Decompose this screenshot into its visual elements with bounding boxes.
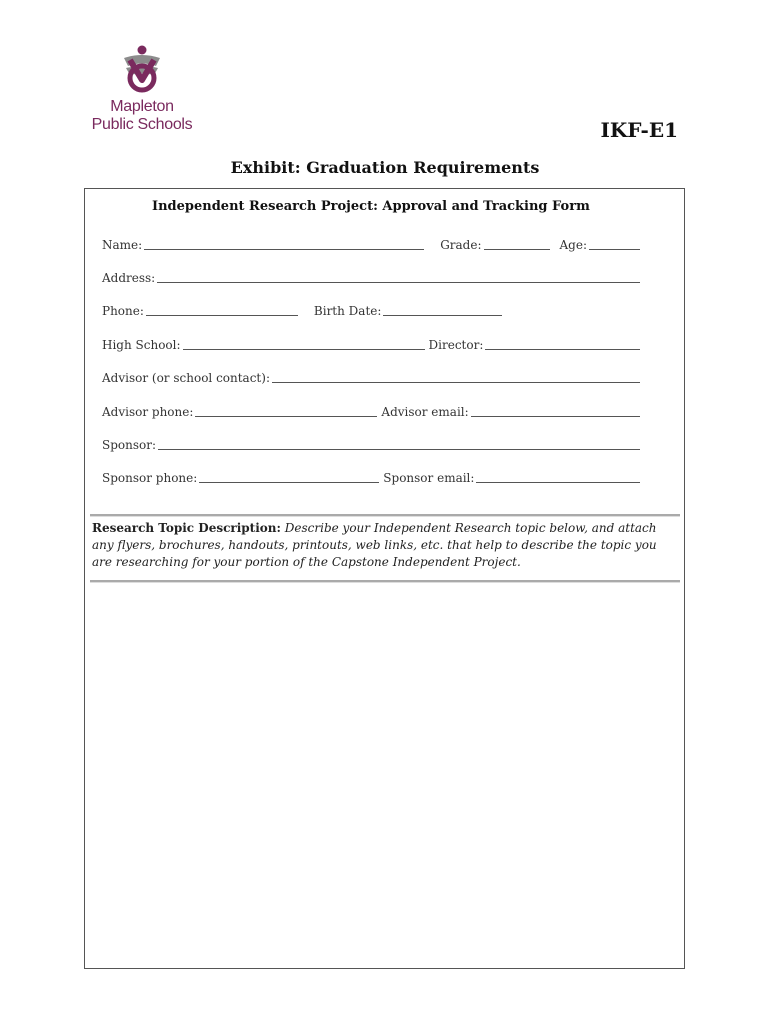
birth-date-label: Birth Date: (313, 304, 382, 318)
exhibit-title: Exhibit: Graduation Requirements (230, 158, 540, 177)
advisor-email-field[interactable] (471, 404, 640, 417)
row-address (102, 267, 640, 285)
row-phone-birthdate (102, 300, 502, 318)
row-advisor-contact (102, 401, 640, 419)
row-name-grade-age (102, 234, 640, 252)
sponsor-field[interactable] (158, 437, 640, 450)
row-advisor (102, 367, 640, 385)
grade-field[interactable] (484, 237, 550, 250)
school-logo (88, 44, 196, 140)
birth-date-field[interactable] (383, 303, 502, 316)
sponsor-email-label: Sponsor email: (383, 471, 475, 485)
advisor-field[interactable] (272, 370, 640, 383)
advisor-phone-field[interactable] (195, 404, 377, 417)
sponsor-label: Sponsor: (102, 438, 157, 452)
phone-label: Phone: (102, 304, 144, 318)
row-sponsor (102, 434, 640, 452)
research-topic-label: Research Topic Description: (92, 521, 281, 535)
high-school-field[interactable] (183, 337, 425, 350)
director-field[interactable] (485, 337, 640, 350)
school-emblem-icon (116, 44, 168, 96)
row-sponsor-contact (102, 467, 640, 485)
section-divider-bottom (90, 580, 680, 583)
age-label: Age: (559, 238, 587, 252)
age-field[interactable] (589, 237, 640, 250)
row-highschool-director (102, 334, 640, 352)
sponsor-email-field[interactable] (476, 470, 640, 483)
form-heading: Independent Research Project: Approval and Tracking Form (152, 199, 590, 214)
director-label: Director: (428, 338, 484, 352)
research-topic-answer-area[interactable] (92, 590, 678, 962)
sponsor-phone-field[interactable] (199, 470, 379, 483)
address-field[interactable] (157, 270, 640, 283)
section-divider-top (90, 514, 680, 517)
name-label: Name: (102, 238, 143, 252)
logo-line-2: Public Schools (91, 116, 193, 133)
research-topic-description (92, 520, 660, 571)
advisor-label: Advisor (or school contact): (102, 371, 270, 385)
grade-label: Grade: (440, 238, 482, 252)
logo-line-1: Mapleton (110, 98, 174, 115)
address-label: Address: (102, 271, 156, 285)
research-topic-instructions: Describe your Independent Research topic below, and attach any flyers, brochures, handouts, printouts, web links, etc. that help to describe the topic you are researching for your portion of the Capstone Independent Project. (92, 521, 657, 569)
advisor-email-label: Advisor email: (381, 405, 469, 419)
phone-field[interactable] (146, 303, 298, 316)
advisor-phone-label: Advisor phone: (102, 405, 194, 419)
sponsor-phone-label: Sponsor phone: (102, 471, 198, 485)
name-field[interactable] (144, 237, 424, 250)
high-school-label: High School: (102, 338, 181, 352)
form-code: IKF-E1 (600, 118, 678, 142)
